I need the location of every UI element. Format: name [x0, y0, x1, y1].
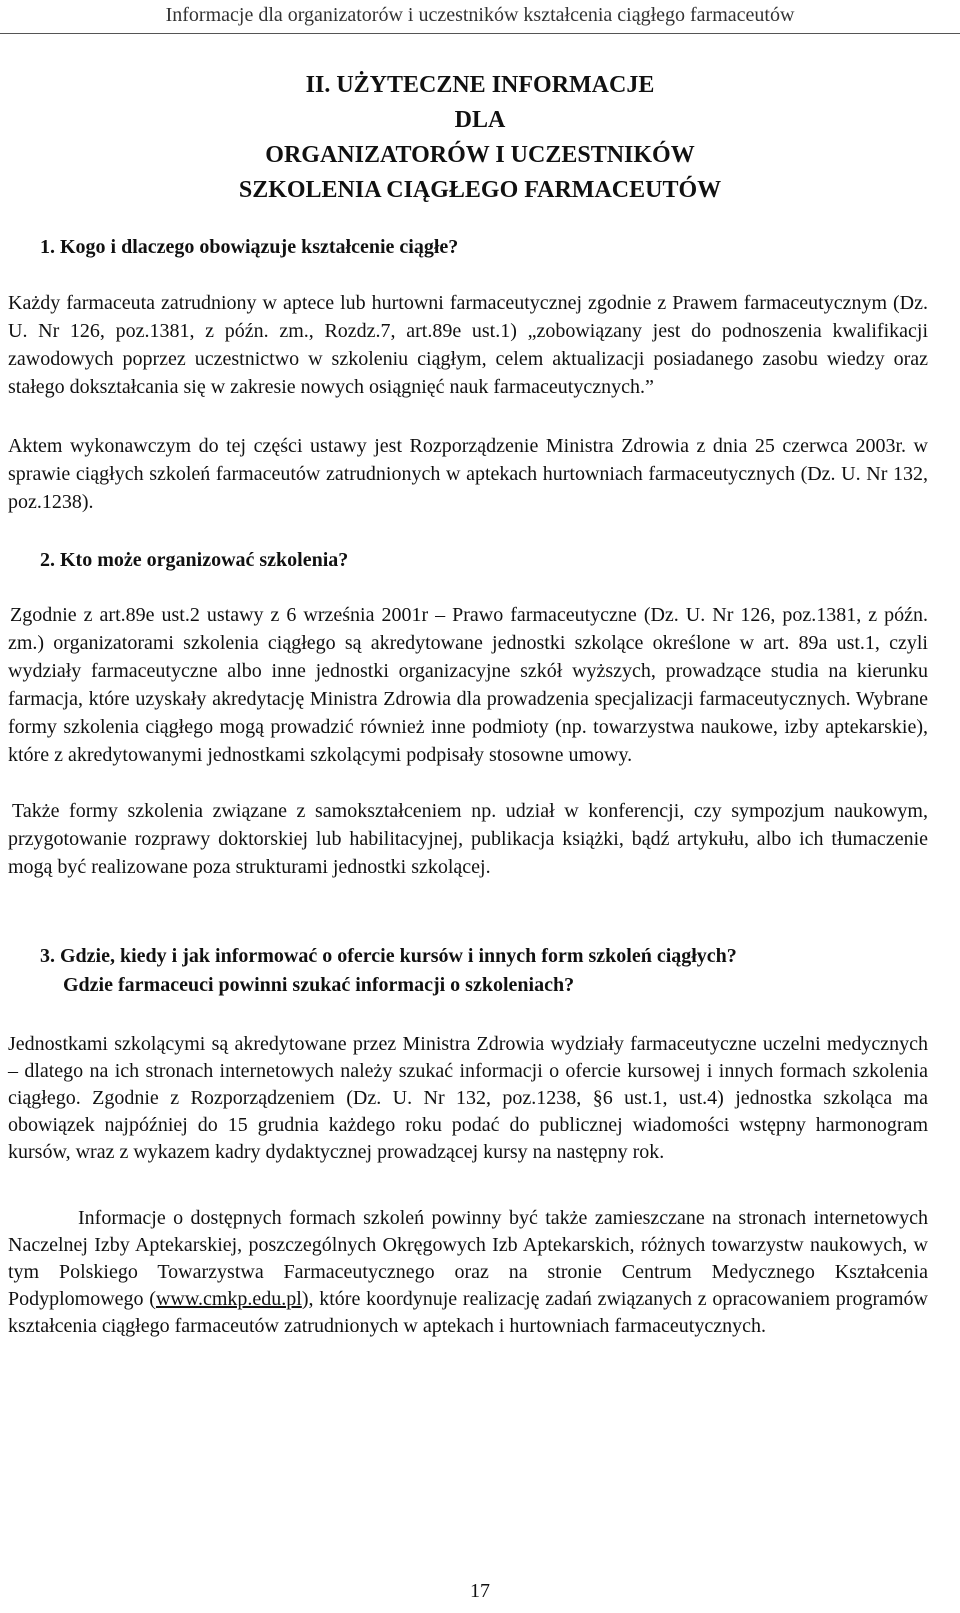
- section-3-heading-line-2: Gdzie farmaceuci powinni szukać informacji o szkoleniach?: [63, 974, 575, 996]
- title-line: DLA: [454, 107, 506, 133]
- paragraph-text: ), które koordynuje realizację zadań związanych z opracowaniem programów kształcenia ciągłego farmaceutów zatrudnionych w aptekach i hurtowniach farmaceutycznych.: [8, 1288, 928, 1337]
- page-title: [0, 68, 960, 208]
- section-2-paragraph-1: Zgodnie z art.89e ust.2 ustawy z 6 września 2001r – Prawo farmaceutyczne (Dz. U. Nr 126, poz.1381, z późn. zm.) organizatorami szkolenia ciągłego są akredytowane jednostki szkolące określone w art. 89a ust.1, czyli wydziały farmaceutyczne albo inne jednostki organizacyjne szkół wyższych, prowadzące studia na kierunku farmacja, które uzyskały akredytację Ministra Zdrowia dla prowadzenia specjalizacji farmaceutycznych. Wybrane formy szkolenia ciągłego mogą prowadzić również inne podmioty (np. towarzystwa naukowe, izby aptekarskie), które z akredytowanymi jednostkami szkolącymi podpisały stosowne umowy.: [8, 604, 928, 766]
- paragraph-text: Informacje o dostępnych formach szkoleń powinny być także zamieszczane na stronach internetowych Naczelnej Izby Aptekarskiej, poszczególnych Okręgowych Izb Aptekarskich, różnych towarzystw naukowych, w tym Polskiego Towarzystwa Farmaceutycznego oraz na stronie Centrum Medycznego Kształcenia Podyplomowego (: [8, 1207, 928, 1310]
- section-3-paragraph-1: Jednostkami szkolącymi są akredytowane przez Ministra Zdrowia wydziały farmaceutyczne uczelni medycznych – dlatego na ich stronach internetowych należy szukać informacji o ofercie kursowej i innych formach szkolenia ciągłego. Zgodnie z Rozporządzeniem (Dz. U. Nr 132, poz.1238, §6 ust.1, ust.4) jednostka szkoląca ma obowiązek najpóźniej do 15 grudnia każdego roku podać do publicznej wiadomości wstępny harmonogram kursów, wraz z wykazem kadry dydaktycznej prowadzącej kursy na następny rok.: [8, 1033, 928, 1163]
- section-3-paragraph-2: [8, 1205, 928, 1340]
- page-number: 17: [470, 1580, 490, 1602]
- section-1-heading: 1. Kogo i dlaczego obowiązuje kształcenie ciągłe?: [40, 236, 459, 258]
- section-1-paragraph-2: Aktem wykonawczym do tej części ustawy jest Rozporządzenie Ministra Zdrowia z dnia 25 czerwca 2003r. w sprawie ciągłych szkoleń farmaceutów zatrudnionych w aptekach hurtowniach farmaceutycznych (Dz. U. Nr 132, poz.1238).: [8, 435, 928, 513]
- running-header: Informacje dla organizatorów i uczestników kształcenia ciągłego farmaceutów: [0, 0, 960, 34]
- section-2-paragraph-2: Także formy szkolenia związane z samokształceniem np. udział w konferencji, czy sympozjum naukowym, przygotowanie rozprawy doktorskiej lub habilitacyjnej, publikacja książki, bądź artykułu, albo ich tłumaczenie mogą być realizowane poza strukturami jednostki szkolącej.: [8, 800, 928, 878]
- section-1-paragraph-1: Każdy farmaceuta zatrudniony w aptece lub hurtowni farmaceutycznej zgodnie z Prawem farmaceutycznym (Dz. U. Nr 126, poz.1381, z późn. zm., Rozdz.7, art.89e ust.1) „zobowiązany jest do podnoszenia kwalifikacji zawodowych poprzez uczestnictwo w szkoleniu ciągłym, celem aktualizacji posiadanego zasobu wiedzy oraz stałego dokształcania się w zakresie nowych osiągnięć nauk farmaceutycznych.”: [8, 292, 928, 398]
- title-line: II. UŻYTECZNE INFORMACJE: [305, 72, 655, 98]
- section-2-heading: 2. Kto może organizować szkolenia?: [40, 549, 349, 571]
- section-3-heading-line-1: 3. Gdzie, kiedy i jak informować o ofercie kursów i innych form szkoleń ciągłych?: [40, 945, 737, 967]
- cmkp-link[interactable]: www.cmkp.edu.pl: [155, 1288, 302, 1310]
- title-line: SZKOLENIA CIĄGŁEGO FARMACEUTÓW: [238, 177, 722, 203]
- title-line: ORGANIZATORÓW I UCZESTNIKÓW: [265, 142, 695, 168]
